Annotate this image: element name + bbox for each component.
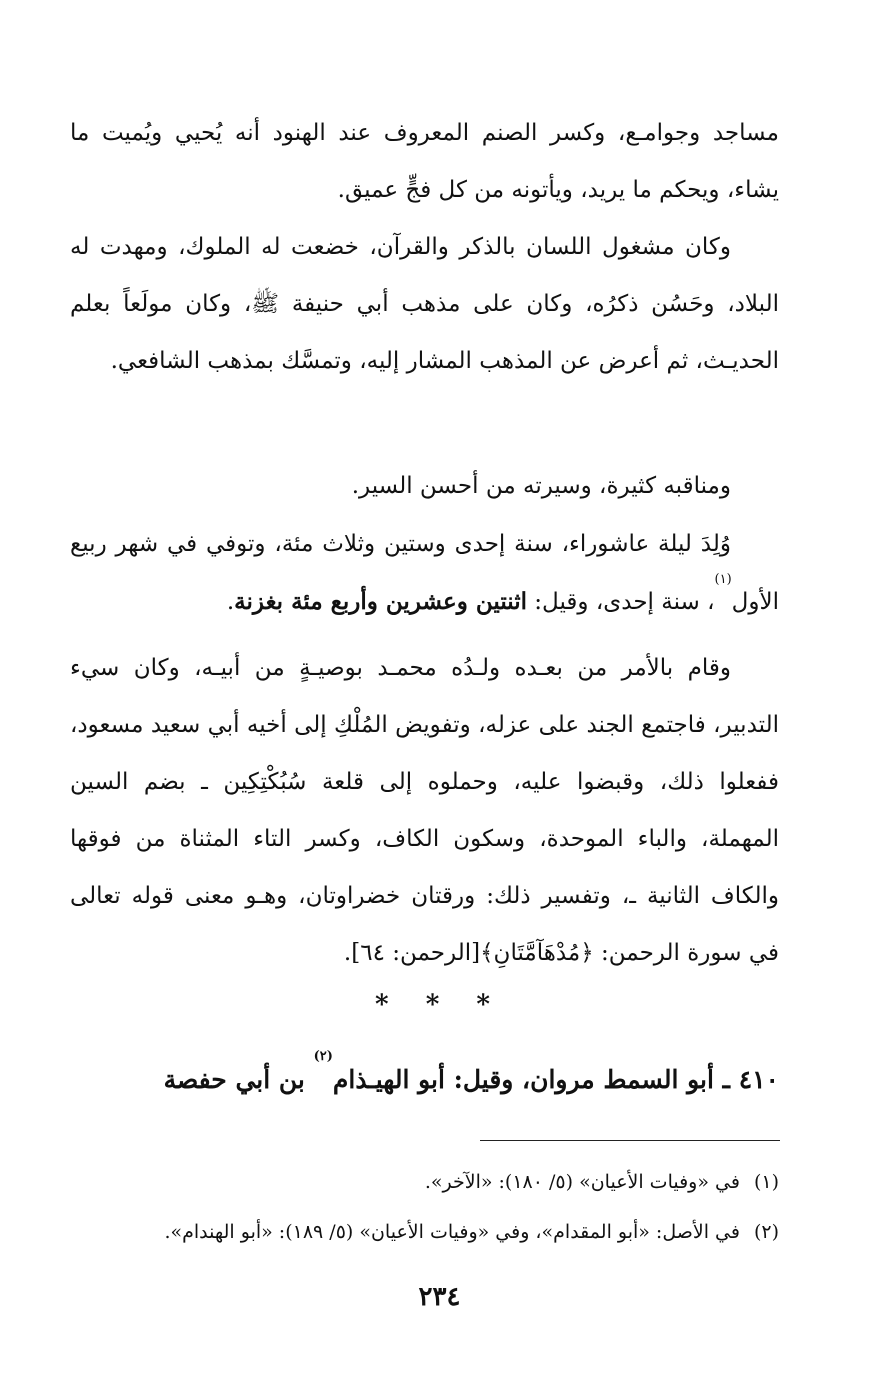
footnote-1-text: في «وفيات الأعيان» (٥/ ١٨٠): «الآخر». [424, 1171, 740, 1193]
footnote-2-text: في الأصل: «أبو المقدام»، وفي «وفيات الأعيان» (٥/ ١٨٩): «أبو الهندام». [164, 1221, 740, 1243]
entry-heading-410 [70, 1050, 779, 1110]
entry-heading-start: ٤١٠ ـ أبو السمط مروان، وقيل: أبو الهيـذام [332, 1065, 779, 1094]
paragraph-mosques: مساجد وجوامـع، وكسر الصنم المعروف عند الهنود أنه يُحيي ويُميت ما يشاء، ويحكم ما يريد، ويأتونه من كل فجٍّ عميق. [70, 120, 779, 203]
section-separator: * * * [375, 990, 504, 1020]
paragraph-succession: وقام بالأمر من بعـده ولـدُه محمـد بوصيـةٍ من أبيـه، وكان سيء التدبير، فاجتمع الجند على عزله، وتفويض المُلْكِ إلى أخيه أبي سعيد مسعود، ففعلوا ذلك، وقبضوا عليه، وحملوه إلى قلعة سُبُكْتِكِين ـ بضم السين المهملة، والباء الموحدة، وسكون الكاف، وكسر التاء المثناة من فوقها والكاف الثانية ـ، وتفسير ذلك: ورقتان خضراوتان، وهـو معنى قوله تعالى في سورة الرحمن: ﴿مُدْهَآمَّتَانِ﴾[الرحمن: ٦٤]. [70, 655, 779, 966]
footnote-ref-2: (٢) [313, 1049, 333, 1064]
birth-death-text-mid: ، سنة إحدى، وقيل: [527, 589, 715, 615]
birth-death-bold-text: اثنتين وعشرين وأربع مئة بغزنة [234, 588, 527, 615]
entry-heading-end: بن أبي حفصة [163, 1065, 314, 1094]
footnote-1 [70, 1162, 779, 1202]
footnote-1-number: (١) [753, 1171, 779, 1193]
footnote-2-number: (٢) [753, 1221, 779, 1243]
page-number: ٢٣٤ [418, 1282, 461, 1312]
footnote-divider [480, 1140, 780, 1141]
paragraph-virtues: ومناقبه كثيرة، وسيرته من أحسن السير. [351, 473, 731, 499]
birth-death-text-start: وُلِدَ ليلة عاشوراء، سنة إحدى وستين وثلاث مئة، وتوفي في شهر ربيع الأول [70, 531, 779, 615]
footnote-ref-1: (١) [714, 572, 732, 587]
birth-death-text-end: . [226, 589, 235, 615]
footnote-2 [70, 1212, 779, 1252]
paragraph-character: وكان مشغول اللسان بالذكر والقرآن، خضعت له الملوك، ومهدت له البلاد، وحَسُن ذكرُه، وكان على مذهب أبي حنيفة ﷺ، وكان مولَعاً بعلم الحديـث، ثم أعرض عن المذهب المشار إليه، وتمسَّك بمذهب الشافعي. [70, 234, 779, 374]
paragraph-birth-death [70, 516, 779, 631]
